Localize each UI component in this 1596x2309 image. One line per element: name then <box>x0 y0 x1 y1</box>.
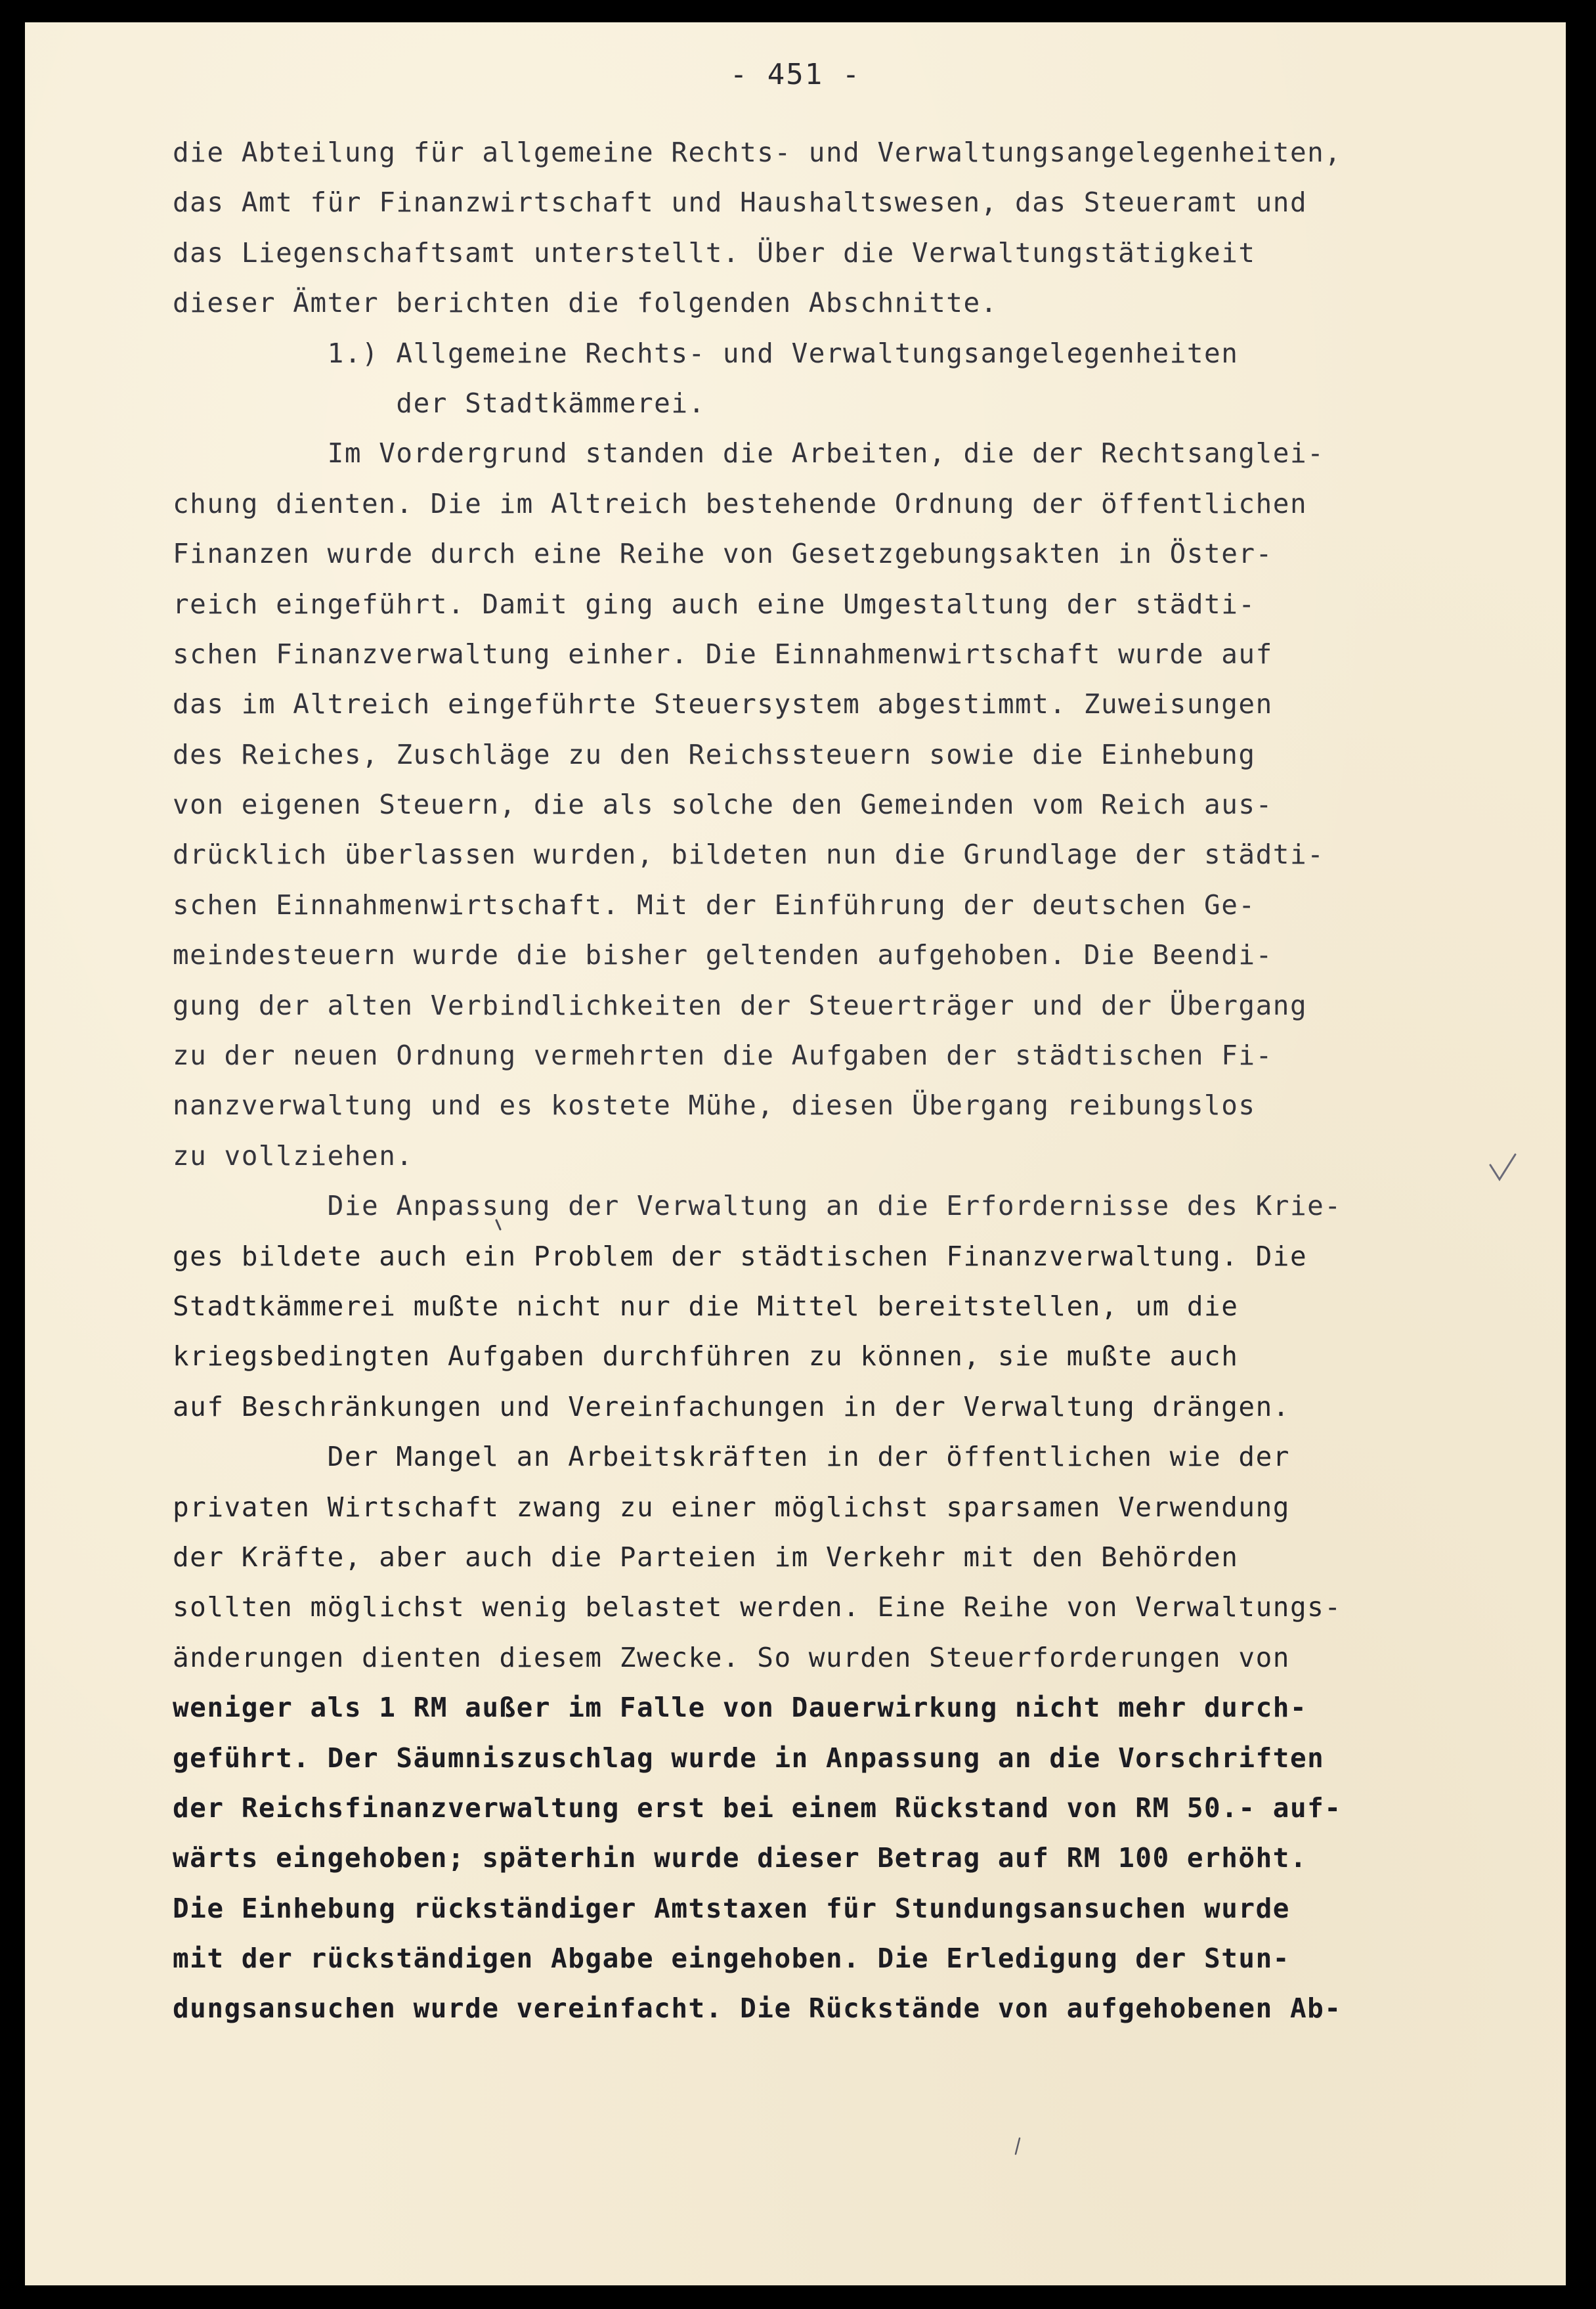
text-line: ges bildete auch ein Problem der städtischen Finanzverwaltung. Die <box>173 1240 1308 1272</box>
ink-speck-icon <box>494 1219 504 1232</box>
body-text <box>173 127 1548 2034</box>
text-line: Stadtkämmerei mußte nicht nur die Mittel bereitstellen, um die <box>173 1290 1239 1322</box>
text-line: änderungen dienten diesem Zwecke. So wurden Steuerforderungen von <box>173 1641 1290 1673</box>
text-line: dieser Ämter berichten die folgenden Abschnitte. <box>173 287 998 319</box>
check-mark-icon <box>1488 1152 1518 1183</box>
text-line: Finanzen wurde durch eine Reihe von Gesetzgebungsakten in Öster- <box>173 538 1273 570</box>
text-line: dungsansuchen wurde vereinfacht. Die Rückstände von aufgehobenen Ab- <box>173 1992 1342 2025</box>
text-line: chung dienten. Die im Altreich bestehende Ordnung der öffentlichen <box>173 487 1308 519</box>
text-line: Der Mangel an Arbeitskräften in der öffentlichen wie der <box>173 1441 1290 1473</box>
text-line: auf Beschränkungen und Vereinfachungen in der Verwaltung drängen. <box>173 1390 1290 1422</box>
text-line: weniger als 1 RM außer im Falle von Dauerwirkung nicht mehr durch- <box>173 1692 1308 1724</box>
ink-speck-icon <box>1013 2137 1024 2157</box>
section-heading-continued: der Stadtkämmerei. <box>173 387 706 419</box>
text-line: nanzverwaltung und es kostete Mühe, diesen Übergang reibungslos <box>173 1089 1256 1122</box>
text-line: sollten möglichst wenig belastet werden. Eine Reihe von Verwaltungs- <box>173 1591 1342 1623</box>
page-number: - 451 - <box>729 58 861 91</box>
text-line: Die Anpassung der Verwaltung an die Erfordernisse des Krie- <box>173 1190 1342 1222</box>
text-line: schen Einnahmenwirtschaft. Mit der Einführung der deutschen Ge- <box>173 889 1256 921</box>
text-line: das im Altreich eingeführte Steuersystem abgestimmt. Zuweisungen <box>173 688 1273 720</box>
text-line: mit der rückständigen Abgabe eingehoben. Die Erledigung der Stun- <box>173 1943 1290 1975</box>
text-line: Im Vordergrund standen die Arbeiten, die der Rechtsanglei- <box>173 437 1325 470</box>
text-line: privaten Wirtschaft zwang zu einer möglichst sparsamen Verwendung <box>173 1491 1290 1523</box>
text-line: zu der neuen Ordnung vermehrten die Aufgaben der städtischen Fi- <box>173 1040 1273 1072</box>
text-line: des Reiches, Zuschläge zu den Reichssteuern sowie die Einhebung <box>173 738 1256 770</box>
text-line: zu vollziehen. <box>173 1139 414 1172</box>
text-line: reich eingeführt. Damit ging auch eine Umgestaltung der städti- <box>173 588 1256 620</box>
text-line: von eigenen Steuern, die als solche den Gemeinden vom Reich aus- <box>173 789 1273 821</box>
section-heading: 1.) Allgemeine Rechts- und Verwaltungsangelegenheiten <box>173 337 1239 369</box>
text-line: das Liegenschaftsamt unterstellt. Über die Verwaltungstätigkeit <box>173 236 1256 269</box>
text-line: kriegsbedingten Aufgaben durchführen zu können, sie mußte auch <box>173 1340 1239 1373</box>
text-line: Die Einhebung rückständiger Amtstaxen für Stundungsansuchen wurde <box>173 1892 1290 1924</box>
text-line: gung der alten Verbindlichkeiten der Steuerträger und der Übergang <box>173 989 1308 1021</box>
text-line: die Abteilung für allgemeine Rechts- und Verwaltungsangelegenheiten, <box>173 137 1342 168</box>
text-line: wärts eingehoben; späterhin wurde dieser Betrag auf RM 100 erhöht. <box>173 1842 1308 1874</box>
text-line: der Kräfte, aber auch die Parteien im Verkehr mit den Behörden <box>173 1541 1239 1573</box>
text-line: schen Finanzverwaltung einher. Die Einnahmenwirtschaft wurde auf <box>173 638 1273 670</box>
text-line: das Amt für Finanzwirtschaft und Haushaltswesen, das Steueramt und <box>173 187 1308 219</box>
text-line: drücklich überlassen wurden, bildeten nun die Grundlage der städti- <box>173 839 1325 871</box>
text-line: der Reichsfinanzverwaltung erst bei einem Rückstand von RM 50.- auf- <box>173 1792 1342 1824</box>
text-line: geführt. Der Säumniszuschlag wurde in Anpassung an die Vorschriften <box>173 1742 1325 1774</box>
document-page <box>25 22 1566 2285</box>
text-line: meindesteuern wurde die bisher geltenden aufgehoben. Die Beendi- <box>173 939 1273 971</box>
